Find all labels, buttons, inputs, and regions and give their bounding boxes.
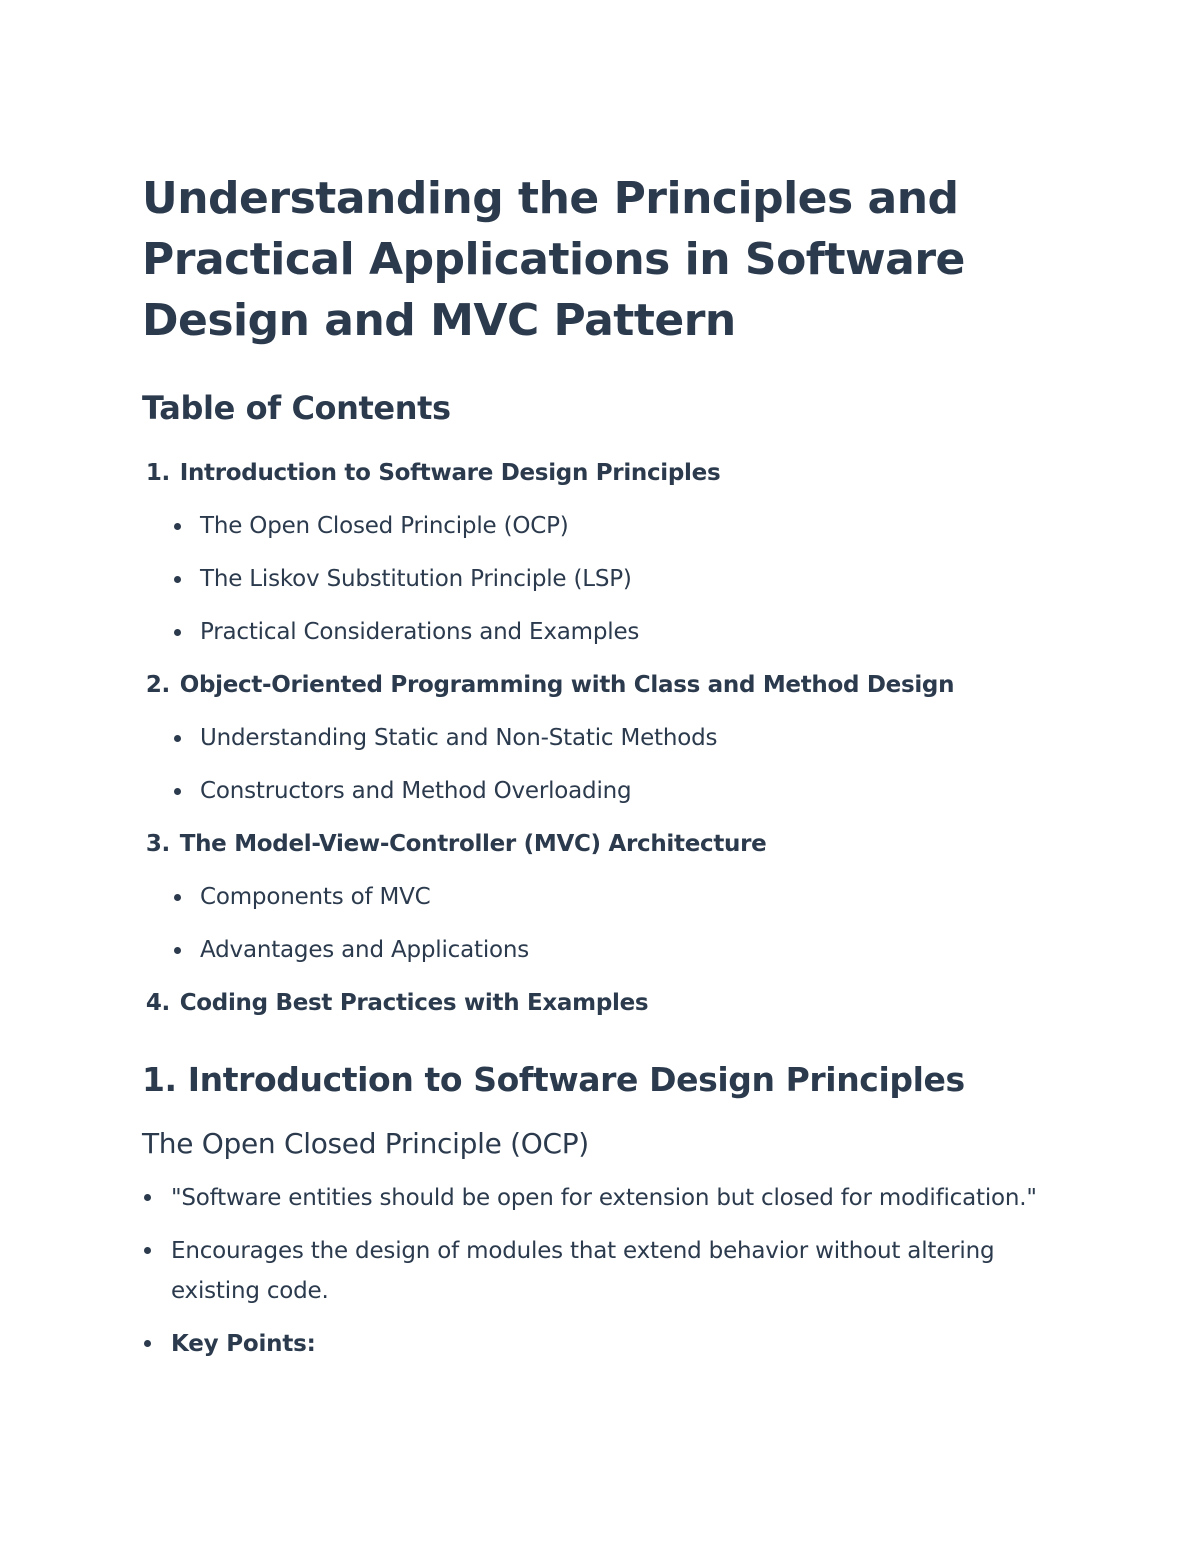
toc-sub-item[interactable]: [142, 553, 1082, 606]
toc-section-title[interactable]: [142, 659, 1082, 712]
toc-section: [142, 818, 1082, 977]
toc-section-title[interactable]: [142, 447, 1082, 500]
toc-section-label: The Model-View-Controller (MVC) Architecture: [179, 831, 767, 857]
content-bullet-text: "Software entities should be open for extension but closed for modification.": [171, 1185, 1037, 1211]
document-title: Understanding the Principles and Practical Applications in Software Design and MVC Pattern: [142, 173, 965, 346]
toc-sub-item-label: Practical Considerations and Examples: [200, 619, 640, 645]
content-bullet: [142, 1324, 1082, 1364]
section-heading: 1. Introduction to Software Design Principles: [142, 1060, 965, 1099]
toc-sublist: [142, 712, 1082, 818]
toc-sub-item-label: Understanding Static and Non-Static Methods: [200, 725, 718, 751]
toc-section-number: 3.: [145, 831, 170, 857]
toc-sub-item[interactable]: [142, 765, 1082, 818]
toc-section-number: 2.: [145, 672, 170, 698]
bullet-icon: [174, 576, 181, 583]
bullet-icon: [144, 1194, 151, 1201]
subsection-heading: The Open Closed Principle (OCP): [142, 1127, 589, 1160]
bullet-icon: [174, 523, 181, 530]
toc-sub-item-label: Advantages and Applications: [200, 937, 530, 963]
toc-sublist: [142, 500, 1082, 659]
toc-section-number: 1.: [145, 460, 170, 486]
toc-sub-item-label: The Liskov Substitution Principle (LSP): [200, 566, 632, 592]
table-of-contents: [142, 447, 1082, 1030]
toc-sub-item-label: Constructors and Method Overloading: [200, 778, 632, 804]
toc-sub-item[interactable]: [142, 924, 1082, 977]
toc-sub-item[interactable]: [142, 606, 1082, 659]
content-bullet: [142, 1231, 1082, 1311]
content-bullet-text: Encourages the design of modules that extend behavior without altering existing code.: [171, 1238, 995, 1304]
toc-sub-item[interactable]: [142, 712, 1082, 765]
toc-sub-item-label: Components of MVC: [200, 884, 431, 910]
bullet-icon: [144, 1247, 151, 1254]
toc-section: [142, 977, 1082, 1030]
toc-sublist: [142, 871, 1082, 977]
toc-section-number: 4.: [145, 990, 170, 1016]
toc-sub-item-label: The Open Closed Principle (OCP): [200, 513, 569, 539]
toc-section: [142, 447, 1082, 659]
toc-section-title[interactable]: [142, 818, 1082, 871]
toc-section-label: Object-Oriented Programming with Class and Method Design: [179, 672, 955, 698]
bullet-icon: [174, 894, 181, 901]
bullet-icon: [144, 1340, 151, 1347]
bullet-icon: [174, 788, 181, 795]
bullet-icon: [174, 735, 181, 742]
toc-section-label: Introduction to Software Design Principles: [179, 460, 721, 486]
toc-section-title[interactable]: [142, 977, 1082, 1030]
bullet-icon: [174, 629, 181, 636]
content-bullet-list: [142, 1178, 1082, 1364]
toc-section-label: Coding Best Practices with Examples: [179, 990, 649, 1016]
toc-sub-item[interactable]: [142, 871, 1082, 924]
content-bullet-text: Key Points:: [171, 1331, 316, 1357]
document-page: [142, 168, 1082, 1377]
toc-heading: Table of Contents: [142, 389, 451, 427]
toc-sub-item[interactable]: [142, 500, 1082, 553]
bullet-icon: [174, 947, 181, 954]
content-bullet: [142, 1178, 1082, 1218]
toc-section: [142, 659, 1082, 818]
